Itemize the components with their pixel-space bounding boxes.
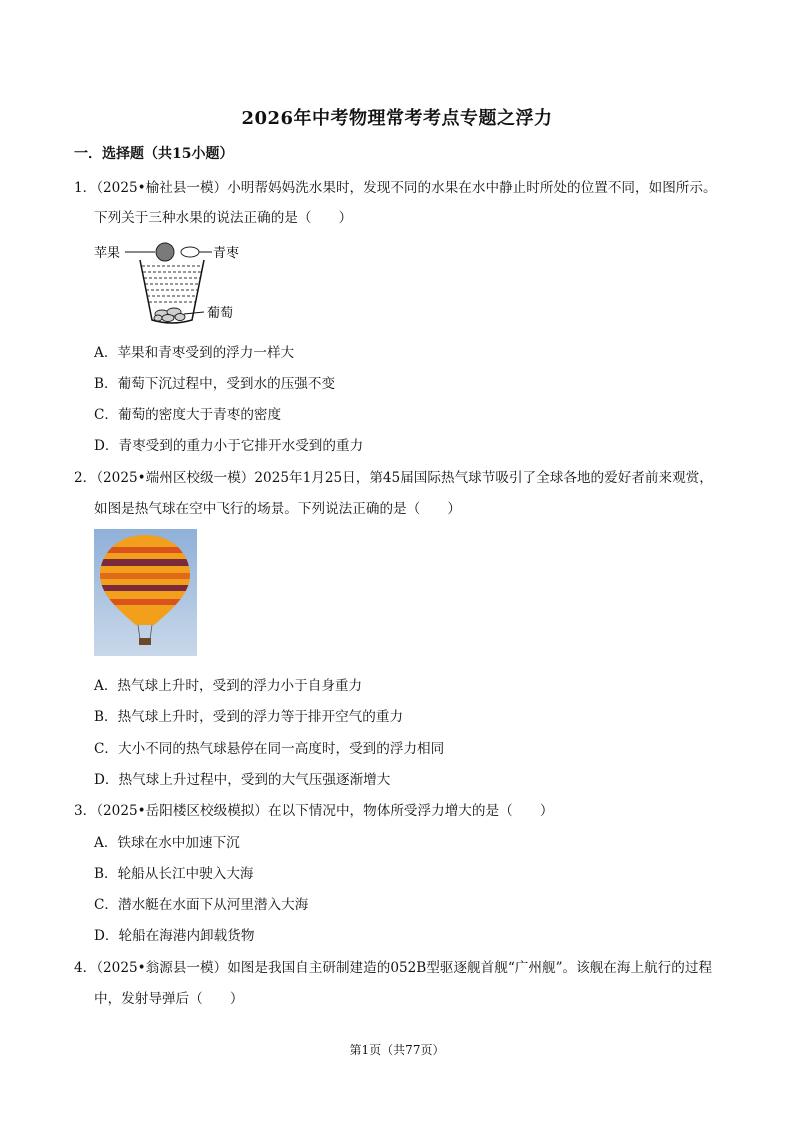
page-title: 2026年中考物理常考考点专题之浮力 bbox=[241, 108, 553, 129]
jujube-shape bbox=[181, 247, 199, 257]
question-3-stem: 3．（2025•岳阳楼区校级模拟）在以下情况中，物体所受浮力增大的是（ ） bbox=[74, 803, 554, 819]
apple-shape bbox=[156, 243, 174, 261]
q3-option-b: B．轮船从长江中驶入大海 bbox=[94, 866, 254, 882]
label-grape: 葡萄 bbox=[207, 306, 234, 321]
question-2-stem-cont: 如图是热气球在空中飞行的场景。下列说法正确的是（ ） bbox=[94, 501, 462, 517]
hot-air-balloon-photo bbox=[94, 529, 197, 656]
question-2-stem: 2．（2025•端州区校级一模）2025年1月25日，第45届国际热气球节吸引了全球各地的爱好者前来观赏， bbox=[74, 470, 713, 486]
q1-option-a: A．苹果和青枣受到的浮力一样大 bbox=[94, 345, 295, 361]
question-1-stem-cont: 下列关于三种水果的说法正确的是（ ） bbox=[94, 210, 353, 226]
question-1-stem: 1．（2025•榆社县一模）小明帮妈妈洗水果时，发现不同的水果在水中静止时所处的位置不同，如图所示。 bbox=[74, 180, 717, 196]
q2-option-b: B．热气球上升时，受到的浮力等于排开空气的重力 bbox=[94, 709, 404, 725]
question-4-stem: 4．（2025•翁源县一模）如图是我国自主研制建造的052B型驱逐舰首舰“广州舰”。该舰在海上航行的过程 bbox=[74, 960, 713, 976]
q1-option-b: B．葡萄下沉过程中，受到水的压强不变 bbox=[94, 376, 336, 392]
label-jujube: 青枣 bbox=[213, 246, 240, 261]
fruit-in-water-figure bbox=[92, 238, 252, 330]
q1-option-d: D．青枣受到的重力小于它排开水受到的重力 bbox=[94, 438, 364, 454]
question-4-stem-cont: 中，发射导弹后（ ） bbox=[94, 991, 244, 1007]
label-apple: 苹果 bbox=[94, 246, 121, 261]
q3-option-c: C．潜水艇在水面下从河里潜入大海 bbox=[94, 897, 309, 913]
q2-option-a: A．热气球上升时，受到的浮力小于自身重力 bbox=[94, 678, 363, 694]
water-lines bbox=[142, 266, 202, 302]
q3-option-a: A．铁球在水中加速下沉 bbox=[94, 835, 240, 851]
page-footer: 第1页（共77页） bbox=[349, 1043, 445, 1057]
q1-option-c: C．葡萄的密度大于青枣的密度 bbox=[94, 407, 282, 423]
q2-option-c: C．大小不同的热气球悬停在同一高度时，受到的浮力相同 bbox=[94, 741, 445, 757]
section-heading: 一．选择题（共15小题） bbox=[74, 146, 234, 162]
grape-shapes bbox=[154, 308, 185, 322]
q3-option-d: D．轮船在海港内卸载货物 bbox=[94, 928, 255, 944]
q2-option-d: D．热气球上升过程中，受到的大气压强逐渐增大 bbox=[94, 772, 391, 788]
